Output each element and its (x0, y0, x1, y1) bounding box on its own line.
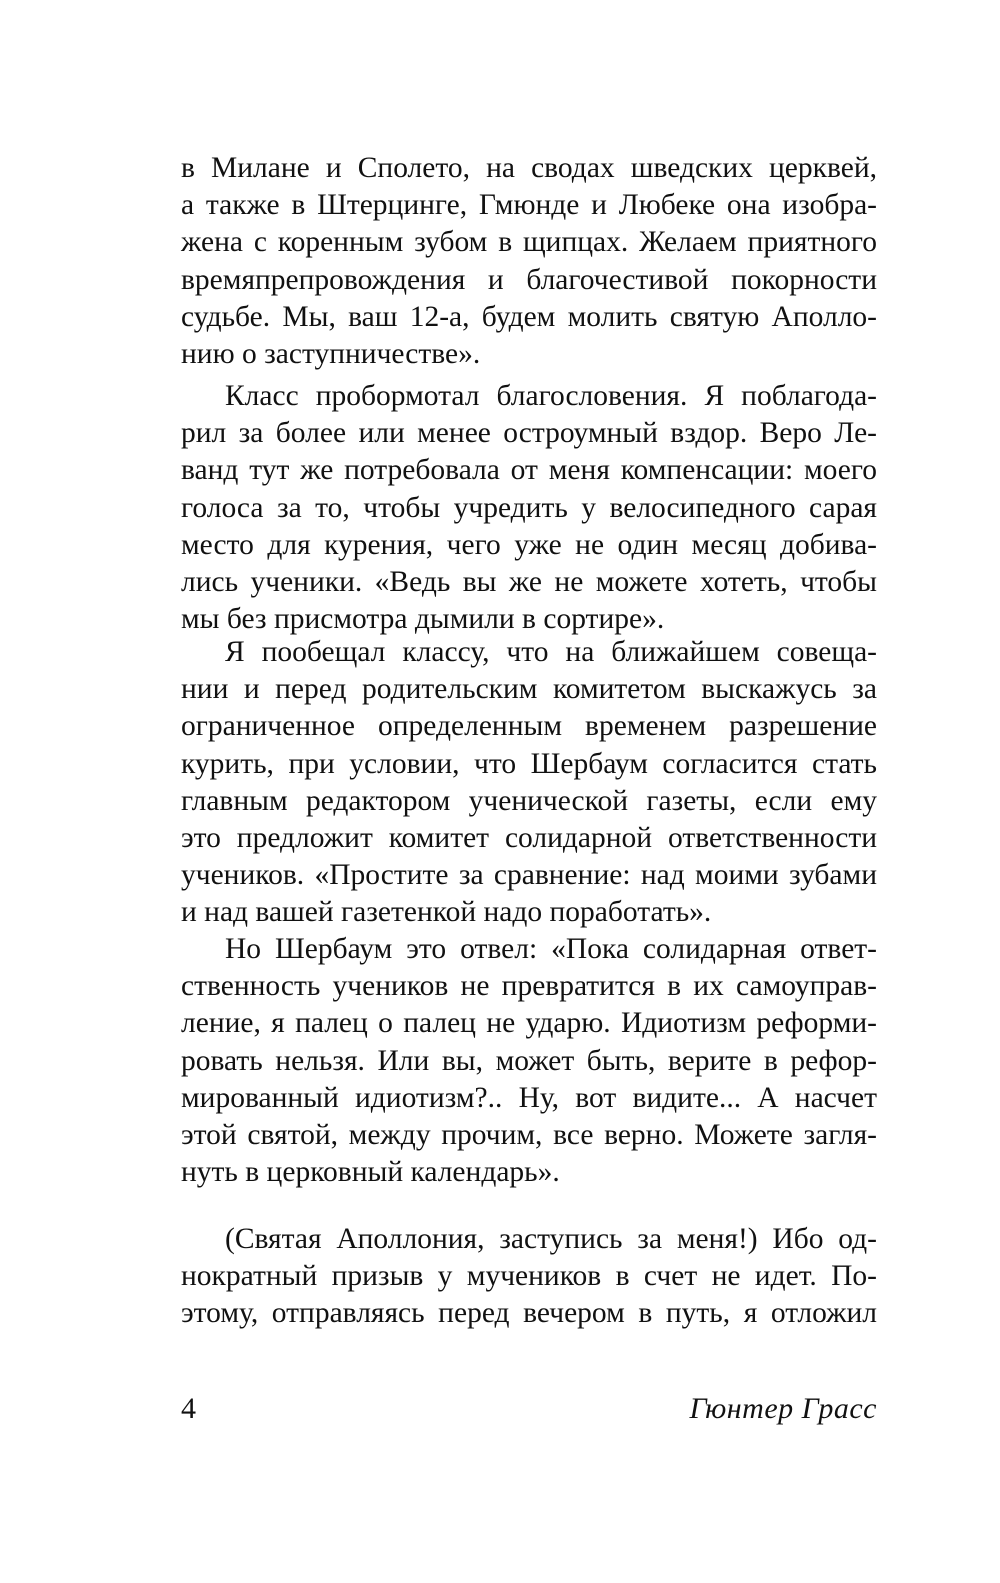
text-line: мированный идиотизм?.. Ну, вот видите... А насчет (181, 1081, 877, 1114)
text-line: (Святая Аполлония, заступись за меня!) Ибо од- (225, 1223, 877, 1255)
paragraph-4 (181, 931, 877, 1191)
text-line: этой святой, между прочим, все верно. Можете загля- (181, 1118, 877, 1151)
text-line: лись ученики. «Ведь вы же не можете хотеть, чтобы (181, 565, 877, 598)
paragraph-1 (181, 150, 877, 373)
text-line: этому, отправляясь перед вечером в путь, я отложил (181, 1297, 877, 1330)
text-line: нократный призыв у мучеников в счет не идет. По- (181, 1260, 877, 1293)
running-title: Гюнтер Грасс (689, 1392, 877, 1425)
text-line: и над вашей газетенкой надо поработать». (181, 896, 712, 929)
text-line: курить, при условии, что Шербаум согласится стать (181, 747, 877, 780)
text-line: Но Шербаум это отвел: «Пока солидарная ответ- (225, 933, 877, 965)
text-line: Я пообещал классу, что на ближайшем совеща- (225, 636, 877, 668)
text-line: главным редактором ученической газеты, если ему (181, 784, 877, 817)
text-line: а также в Штерцинге, Гмюнде и Любеке она изобра- (181, 189, 877, 222)
text-line: место для курения, чего уже не один месяц добива- (181, 528, 877, 561)
text-line: нии и перед родительским комитетом выскажусь за (181, 673, 877, 706)
text-line: это предложит комитет солидарной ответственности (181, 821, 877, 854)
text-line: ванд тут же потребовала от меня компенсации: моего (181, 454, 877, 487)
text-line: голоса за то, чтобы учредить у велосипедного сарая (181, 491, 877, 524)
paragraph-2 (181, 378, 877, 638)
text-line: Класс пробормотал благословения. Я поблагода- (225, 380, 877, 412)
text-line: ровать нельзя. Или вы, может быть, верите в рефор- (181, 1044, 877, 1077)
text-line: судьбе. Мы, ваш 12-а, будем молить святую Аполло- (181, 300, 877, 333)
text-line: ление, я палец о палец не ударю. Идиотизм реформи- (181, 1007, 877, 1040)
text-line: в Милане и Сполето, на сводах шведских церквей, (181, 152, 877, 184)
paragraph-5 (181, 1221, 877, 1333)
text-line: нуть в церковный календарь». (181, 1156, 560, 1189)
text-line: мы без присмотра дымили в сортире». (181, 603, 665, 636)
text-line: нию о заступничестве». (181, 337, 481, 370)
text-line: ограниченное определенным временем разрешение (181, 710, 877, 743)
page-number: 4 (181, 1392, 196, 1425)
text-line: ственность учеников не превратится в их самоуправ- (181, 970, 877, 1003)
text-line: жена с коренным зубом в щипцах. Желаем приятного (181, 226, 877, 259)
paragraph-3 (181, 634, 877, 932)
text-line: учеников. «Простите за сравнение: над моими зубами (181, 859, 877, 892)
text-line: рил за более или менее остроумный вздор. Веро Ле- (181, 417, 877, 450)
text-line: времяпрепровождения и благочестивой покорности (181, 263, 877, 296)
